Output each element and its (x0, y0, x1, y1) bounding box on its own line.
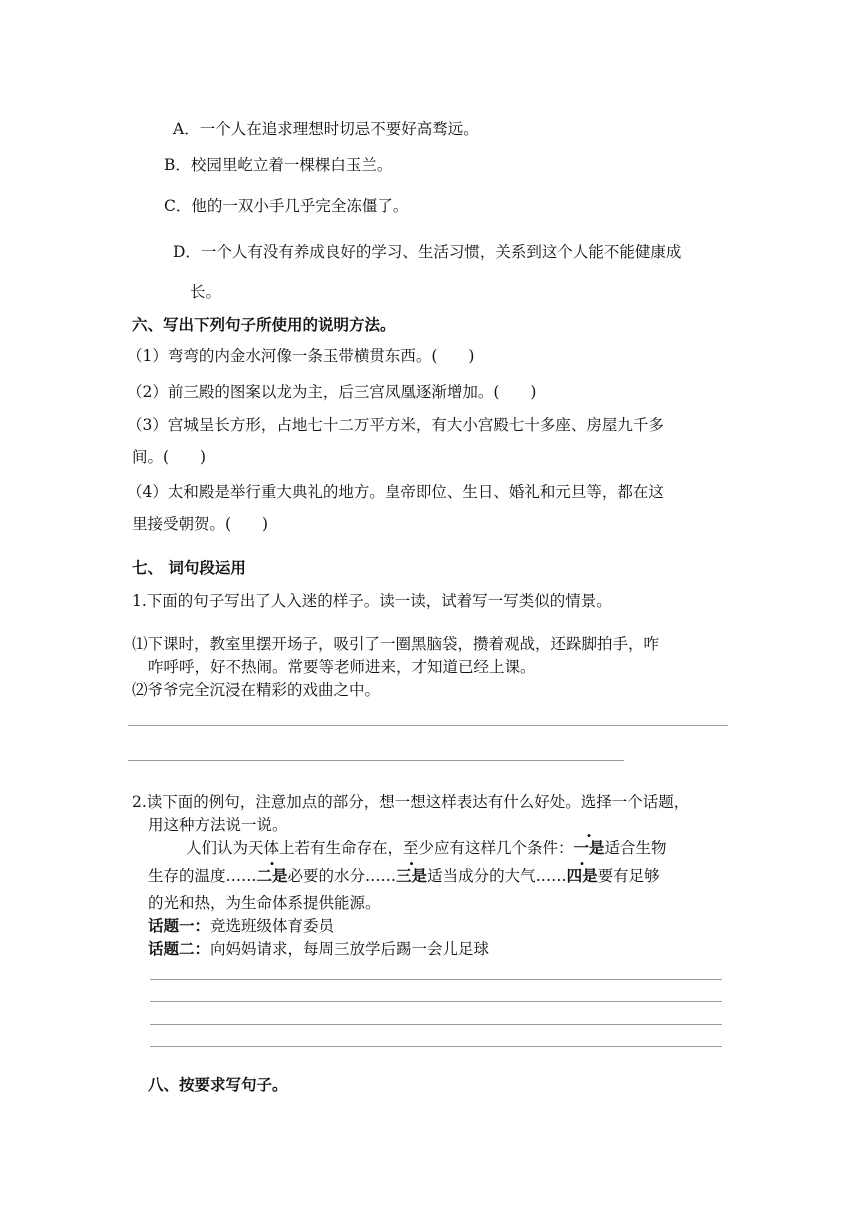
option-c: C．他的一双小手几乎完全冻僵了。 (164, 197, 409, 215)
section6-heading: 六、写出下列句子所使用的说明方法。 (132, 316, 396, 334)
example-text: 适当成分的大气…… (427, 867, 567, 885)
task2-prompt-line1: 2.读下面的例句，注意加点的部分，想一想这样表达有什么好处。选择一个话题， (132, 793, 690, 811)
answer-line[interactable] (128, 725, 728, 726)
answer-line[interactable] (150, 1024, 722, 1025)
example-text: 生存的温度…… (148, 867, 257, 885)
topic1-text: 竞选班级体育委员 (210, 917, 335, 935)
section6-q3-line2: 间。( ) (132, 448, 207, 466)
answer-line[interactable] (150, 1001, 722, 1002)
example-sentence-line2 (148, 865, 660, 887)
example-sentence-line1 (186, 837, 667, 859)
example1-line2: 咋呼呼，好不热闹。常要等老师进来，才知道已经上课。 (148, 658, 536, 676)
example-text: 人们认为天体上若有生命存在，至少应有这样几个条件： (186, 839, 574, 857)
section6-q1: （1）弯弯的内金水河像一条玉带横贯东西。( ) (127, 347, 475, 365)
section6-q4-line2: 里接受朝贺。( ) (132, 515, 269, 533)
example2: ⑵爷爷完全沉浸在精彩的戏曲之中。 (132, 681, 381, 699)
dotted-emphasis: 一是 (573, 838, 605, 857)
section6-q4-line1: （4）太和殿是举行重大典礼的地方。皇帝即位、生日、婚礼和元旦等，都在这 (127, 483, 664, 501)
topic2-text: 向妈妈请求，每周三放学后踢一会儿足球 (210, 940, 490, 958)
option-a: A．一个人在追求理想时切忌不要好高骛远。 (173, 120, 479, 138)
example-text: 必要的水分…… (287, 867, 397, 885)
answer-line[interactable] (150, 979, 722, 980)
option-d-line1: D．一个人有没有养成良好的学习、生活习惯，关系到这个人能不能健康成 (173, 243, 682, 261)
section6-q3-line1: （3）宫城呈长方形，占地七十二万平方米，有大小宫殿七十多座、房屋九千多 (127, 416, 664, 434)
example1-line1: ⑴下课时，教室里摆开场子，吸引了一圈黑脑袋，攒着观战，还跺脚拍手，咋 (132, 635, 660, 653)
section7-heading: 七、 词句段运用 (132, 559, 246, 577)
example-text: 要有足够 (597, 867, 660, 885)
section8-heading: 八、按要求写句子。 (148, 1076, 288, 1094)
topic2-label: 话题二： (148, 940, 211, 958)
option-b: B．校园里屹立着一棵棵白玉兰。 (164, 156, 393, 174)
topic1 (148, 915, 334, 937)
dotted-emphasis: 二是 (256, 866, 288, 885)
topic2 (148, 938, 489, 960)
section6-q2: （2）前三殿的图案以龙为主，后三宫凤凰逐渐增加。( ) (127, 383, 537, 401)
task2-prompt-line2: 用这种方法说一说。 (148, 816, 288, 834)
answer-line[interactable] (150, 1046, 722, 1047)
task1-prompt: 1.下面的句子写出了人入迷的样子。读一读，试着写一写类似的情景。 (132, 592, 612, 610)
answer-line[interactable] (128, 760, 624, 761)
topic1-label: 话题一： (148, 917, 211, 935)
option-d-line2: 长。 (190, 283, 222, 301)
dotted-emphasis: 四是 (566, 866, 598, 885)
example-sentence-line3: 的光和热，为生命体系提供能源。 (148, 894, 381, 912)
example-text: 适合生物 (604, 839, 667, 857)
dotted-emphasis: 三是 (396, 866, 428, 885)
